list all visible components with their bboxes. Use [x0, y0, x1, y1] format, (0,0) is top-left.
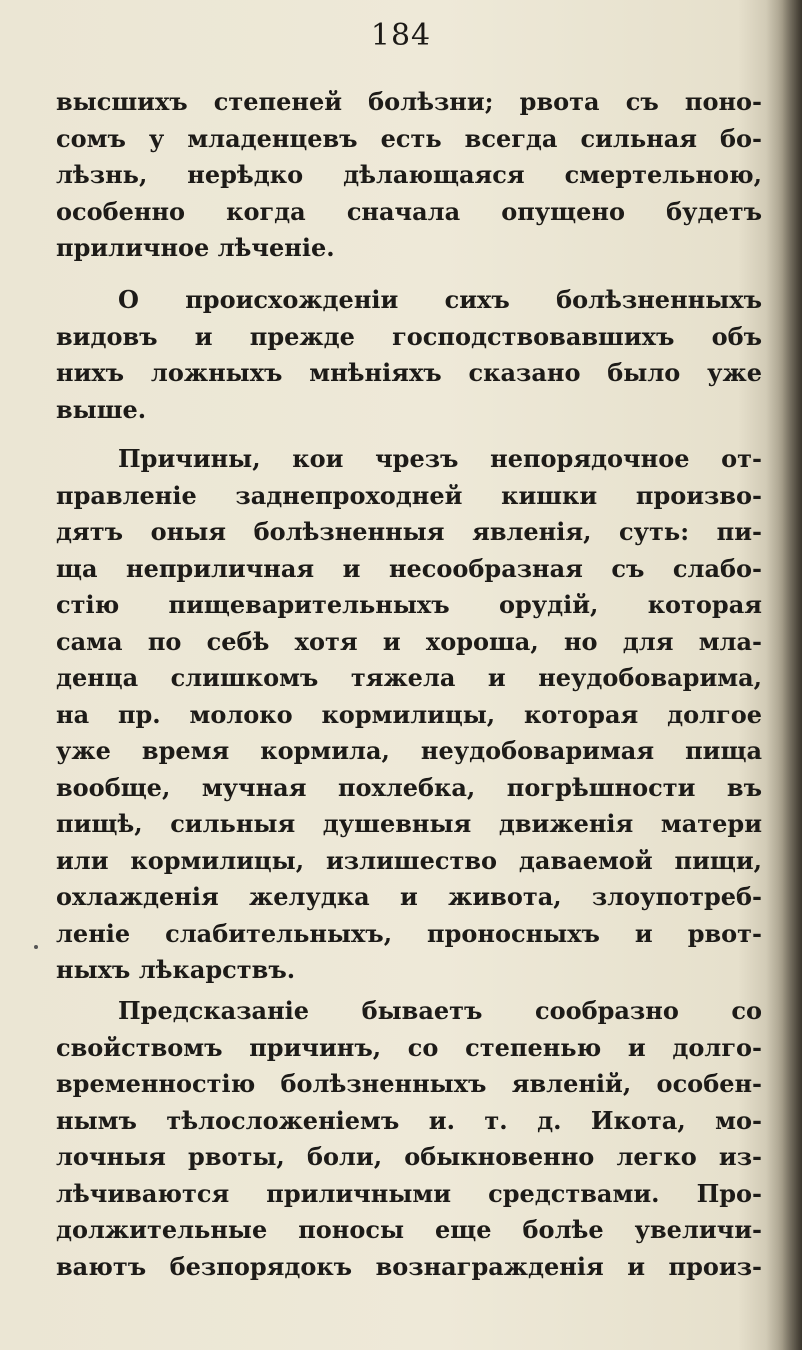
- text-line: стію пищеварительныхъ орудій, которая: [56, 590, 762, 619]
- text-line: должительные поносы еще болѣе увеличи-: [56, 1215, 762, 1244]
- text-line: видовъ и прежде господствовавшихъ объ: [56, 321, 762, 351]
- text-line: уже время кормила, неудобоваримая пища: [56, 736, 762, 765]
- text-line: лѣзнь, нерѣдко дѣлающаяся смертельною,: [56, 160, 762, 189]
- text-line: ныхъ лѣкарствъ.: [56, 955, 296, 984]
- text-line: особенно когда сначала опущено будетъ: [56, 196, 762, 226]
- text-line: леніе слабительныхъ, проносныхъ и рвот-: [56, 918, 762, 948]
- text-line: лѣчиваются приличными средствами. Про-: [56, 1178, 762, 1208]
- text-line: Причины, кои чрезъ непорядочное от-: [118, 444, 762, 473]
- page-spine-shadow: [766, 0, 802, 1350]
- text-line: свойствомъ причинъ, со степенью и долго-: [56, 1032, 762, 1062]
- text-line: дятъ оныя болѣзненныя явленія, суть: пи-: [56, 517, 762, 546]
- text-line: пищѣ, сильныя душевныя движенія матери: [56, 809, 762, 838]
- text-line: нымъ тѣлосложеніемъ и. т. д. Икота, мо-: [56, 1105, 762, 1135]
- text-line: правленіе заднепроходней кишки произво-: [56, 480, 762, 510]
- paragraph-4: [56, 993, 762, 1285]
- text-line: ща неприличная и несообразная съ слабо-: [56, 553, 762, 583]
- text-line: приличное лѣченіе.: [56, 233, 335, 262]
- text-line: на пр. молоко кормилицы, которая долгое: [56, 699, 762, 729]
- paragraph-3: [56, 441, 762, 989]
- text-line: нихъ ложныхъ мнѣніяхъ сказано было уже: [56, 358, 762, 387]
- text-line: или кормилицы, излишество даваемой пищи,: [56, 845, 762, 875]
- text-line: ваютъ безпорядокъ вознагражденія и произ-: [56, 1251, 762, 1281]
- text-line: сомъ у младенцевъ есть всегда сильная бо-: [56, 123, 762, 153]
- text-line: временностію болѣзненныхъ явленій, особен-: [56, 1069, 762, 1098]
- page-number: 184: [370, 18, 432, 53]
- ink-speck: [34, 945, 38, 949]
- text-line: высшихъ степеней болѣзни; рвота съ поно-: [56, 87, 762, 116]
- text-line: лочныя рвоты, боли, обыкновенно легко из-: [56, 1142, 762, 1171]
- paragraph-1: [56, 84, 762, 267]
- paragraph-2: [56, 282, 762, 428]
- text-line: Предсказаніе бываетъ сообразно со: [118, 996, 762, 1025]
- text-line: выше.: [56, 394, 147, 424]
- text-line: охлажденія желудка и живота, злоупотреб-: [56, 882, 762, 911]
- text-line: О происхожденіи сихъ болѣзненныхъ: [118, 285, 762, 314]
- text-line: денца слишкомъ тяжела и неудобоварима,: [56, 663, 762, 692]
- text-line: сама по себѣ хотя и хороша, но для мла-: [56, 626, 762, 656]
- text-line: вообще, мучная похлебка, погрѣшности въ: [56, 772, 762, 802]
